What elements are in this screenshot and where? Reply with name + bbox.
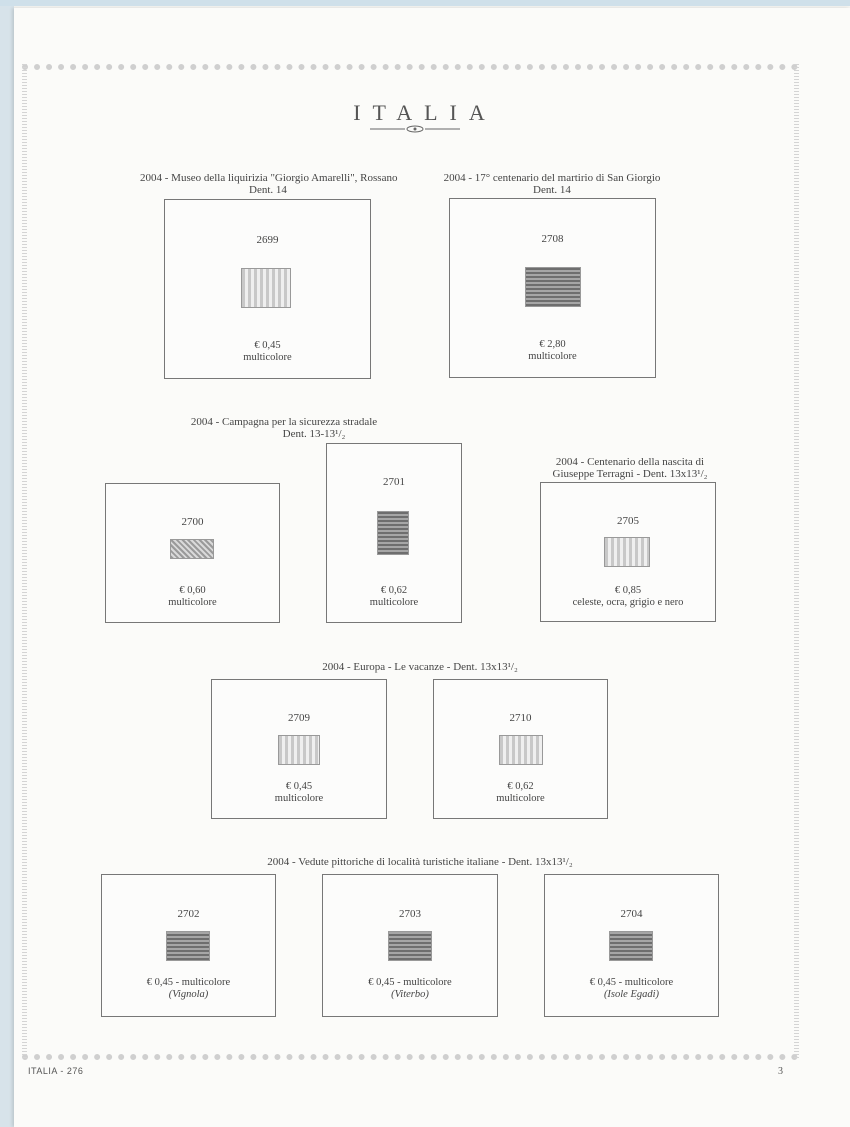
section-caption: 2004 - Vedute pittoriche di località turistiche italiane - Dent. 13x13¹/₂ — [267, 856, 573, 868]
section-caption: 2004 - Campagna per la sicurezza stradale Dent. 13-13¹/₂ — [190, 416, 378, 440]
stamp-mount-2710 — [433, 679, 608, 819]
stamp-value: € 2,80 multicolore — [528, 339, 577, 362]
catalog-number: 2704 — [620, 908, 643, 920]
stamp-image — [525, 267, 581, 307]
top-edge — [0, 0, 850, 6]
catalog-number: 2701 — [383, 476, 405, 488]
section-caption: 2004 - Centenario della nascita di Giuseppe Terragni - Dent. 13x13¹/₂ — [552, 456, 708, 480]
stamp-value: € 0,45 - multicolore (Vignola) — [146, 977, 231, 1000]
stamp-image — [241, 268, 291, 308]
catalog-number: 2703 — [399, 908, 421, 920]
page-border-left — [22, 64, 27, 1060]
binder-edge — [0, 0, 14, 1127]
page-title: ITALIA — [353, 100, 497, 125]
stamp-value: € 0,62 multicolore — [496, 781, 545, 804]
stamp-mount-2700 — [105, 483, 280, 623]
stamp-value: € 0,62 multicolore — [369, 585, 419, 608]
stamp-mount-2701 — [326, 443, 462, 623]
page-number: 3 — [778, 1066, 783, 1077]
catalog-number: 2708 — [541, 233, 564, 245]
page-border-right — [794, 64, 799, 1060]
stamp-image — [166, 931, 210, 961]
stamp-image — [609, 931, 653, 961]
stamp-mount-2704 — [544, 874, 719, 1017]
stamp-value: € 0,45 multicolore — [274, 781, 324, 804]
stamp-mount-2702 — [101, 874, 276, 1017]
section-caption: 2004 - Europa - Le vacanze - Dent. 13x13¹/₂ — [322, 661, 518, 673]
stamp-value: € 0,60 multicolore — [168, 585, 217, 608]
stamp-image — [499, 735, 543, 765]
stamp-mount-2705 — [540, 482, 716, 622]
catalog-number: 2705 — [617, 515, 639, 527]
stamp-image — [604, 537, 650, 567]
page-footer-label: ITALIA - 276 — [28, 1066, 84, 1076]
stamp-image — [377, 511, 409, 555]
catalog-number: 2700 — [181, 516, 204, 528]
section-caption: 2004 - Museo della liquirizia "Giorgio Amarelli", Rossano Dent. 14 — [140, 172, 398, 196]
catalog-number: 2709 — [288, 712, 310, 724]
stamp-mount-2699 — [164, 199, 371, 379]
stamp-image — [278, 735, 320, 765]
section-caption: 2004 - 17° centenario del martirio di San Giorgio Dent. 14 — [443, 172, 661, 196]
stamp-image — [170, 539, 214, 559]
stamp-mount-2703 — [322, 874, 498, 1017]
stamp-mount-2709 — [211, 679, 387, 819]
stamp-value: € 0,45 multicolore — [243, 340, 292, 363]
stamp-mount-2708 — [449, 198, 656, 378]
catalog-number: 2699 — [256, 234, 279, 246]
catalog-number: 2710 — [509, 712, 532, 724]
stamp-value: € 0,85 celeste, ocra, grigio e nero — [572, 585, 684, 608]
stamp-value: € 0,45 - multicolore (Isole Egadi) — [589, 977, 674, 1000]
title-flourish-icon — [370, 125, 460, 133]
stamp-image — [388, 931, 432, 961]
catalog-number: 2702 — [177, 908, 200, 920]
stamp-value: € 0,45 - multicolore (Viterbo) — [368, 977, 452, 1000]
